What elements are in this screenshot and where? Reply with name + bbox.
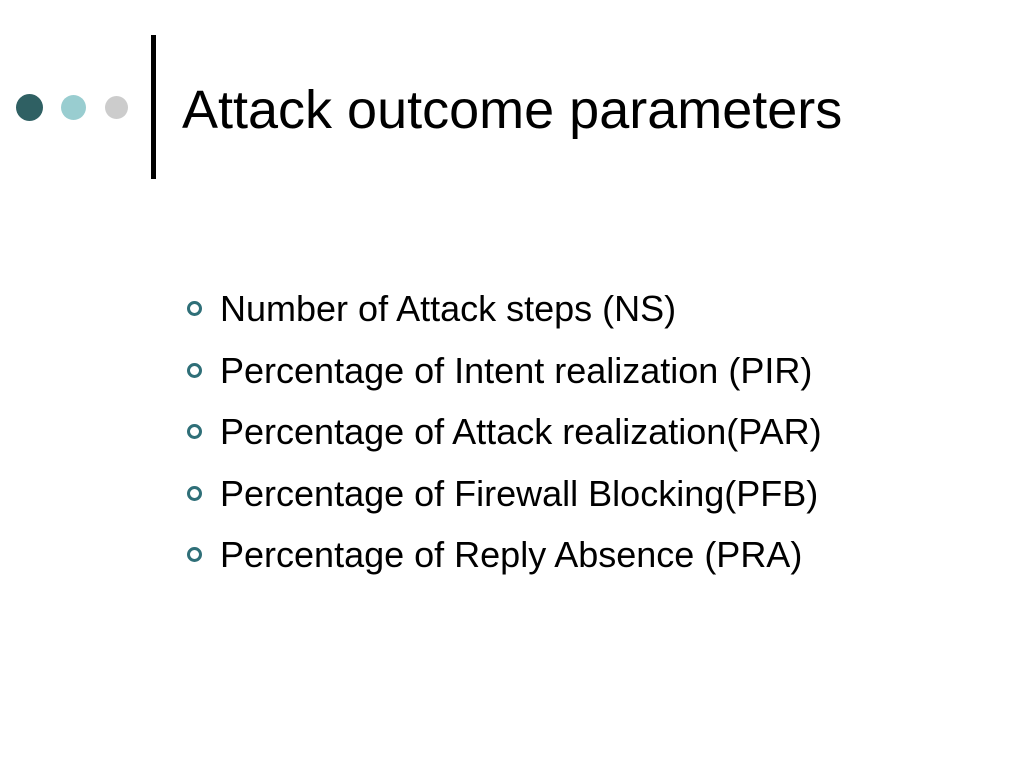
circle-bullet-icon	[187, 424, 202, 439]
title-divider	[151, 35, 156, 179]
light-teal-dot-icon	[61, 95, 86, 120]
circle-bullet-icon	[187, 301, 202, 316]
slide-title: Attack outcome parameters	[182, 80, 843, 140]
circle-bullet-icon	[187, 363, 202, 378]
circle-bullet-icon	[187, 486, 202, 501]
bullet-text: Percentage of Intent realization (PIR)	[220, 349, 813, 391]
dark-teal-dot-icon	[16, 94, 43, 121]
circle-bullet-icon	[187, 547, 202, 562]
bullet-text: Percentage of Firewall Blocking(PFB)	[220, 472, 819, 514]
bullet-text: Percentage of Reply Absence (PRA)	[220, 534, 803, 575]
bullet-text: Percentage of Attack realization(PAR)	[220, 411, 822, 452]
gray-dot-icon	[105, 96, 128, 119]
bullet-text: Number of Attack steps (NS)	[220, 288, 677, 329]
